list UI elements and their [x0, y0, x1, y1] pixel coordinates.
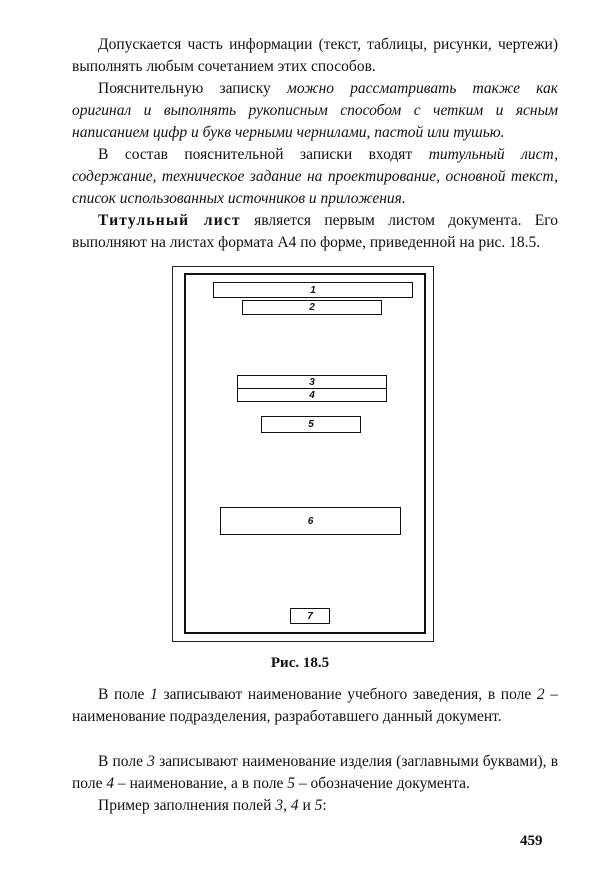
paragraph-5: В поле 1 записывают наименование учебного заведения, в поле 2 – наименование подразделения, разработавшего данный документ. [72, 686, 559, 725]
field-1-box: 1 [213, 282, 413, 298]
paragraph-3: В состав пояснительной записки входят титульный лист, содержание, техническое задание на проектирование, основной текст, список использованных источников и приложения. [72, 146, 558, 207]
field-4-box: 4 [237, 388, 387, 402]
paragraph-1: Допускается часть информации (текст, таблицы, рисунки, чертежи) выполнять любым сочетанием этих способов. [72, 36, 558, 75]
paragraph-4: Титульный лист является первым листом документа. Его выполняют на листах формата А4 по форме, приведенной на рис. 18.5. [72, 212, 558, 251]
field-3-box: 3 [237, 375, 387, 390]
field-6-box: 6 [220, 507, 401, 535]
paragraph-7: Пример заполнения полей 3, 4 и 5: [98, 797, 327, 814]
page-number: 459 [520, 833, 543, 849]
field-5-box: 5 [261, 416, 361, 433]
paragraph-2: Пояснительную записку можно рассматривать также как оригинал и выполнять рукописным способом с четким и ясным написанием цифр и букв черными чернилами, пастой или тушью. [72, 80, 558, 141]
figure-caption: Рис. 18.5 [270, 655, 330, 671]
paragraph-6: В поле 3 записывают наименование изделия (заглавными буквами), в поле 4 – наименование, а в поле 5 – обозначение документа. [72, 753, 559, 792]
field-7-box: 7 [290, 608, 330, 624]
field-2-box: 2 [242, 300, 382, 315]
figure-inner-frame [184, 273, 426, 634]
